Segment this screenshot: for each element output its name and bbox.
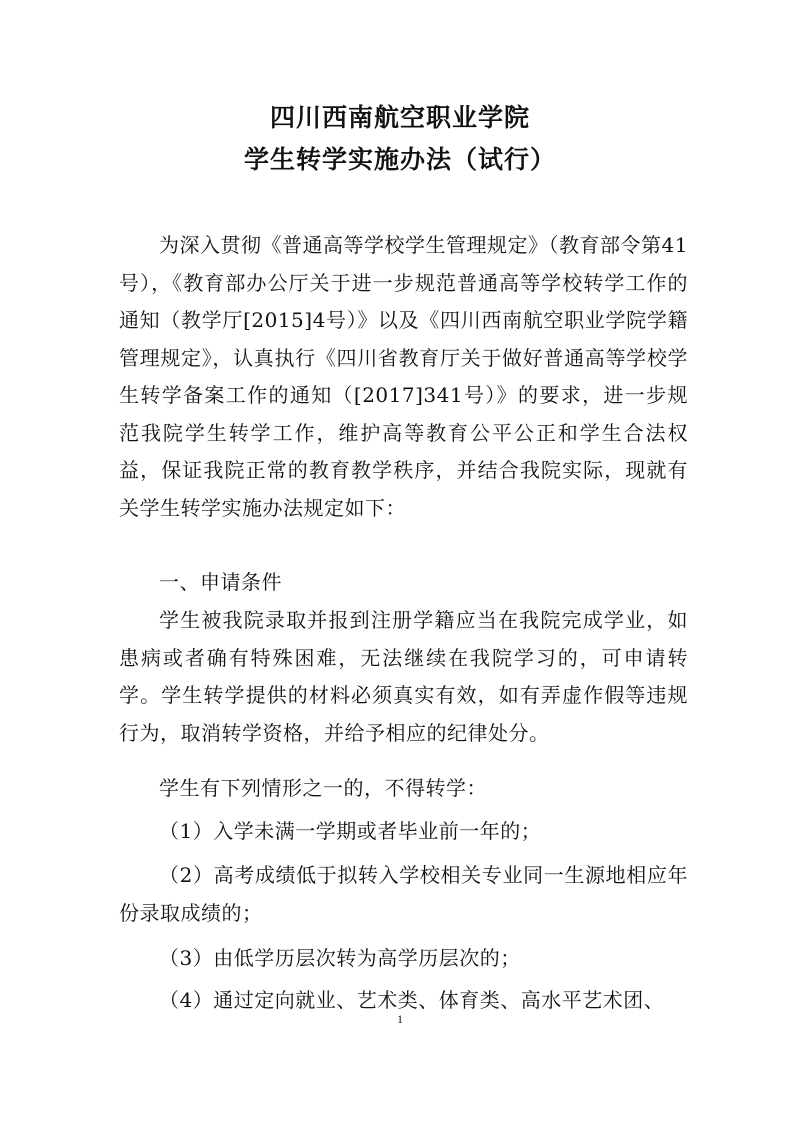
section-heading: 一、申请条件 — [159, 570, 282, 594]
restriction-item-1: （1）入学未满一学期或者毕业前一年的； — [159, 819, 542, 843]
document-title-line2: 学生转学实施办法（试行） — [243, 145, 556, 174]
intro-paragraph: 为深入贯彻《普通高等学校学生管理规定》（教育部令第41号），《教育部办公厅关于进一步规范普通高等学校转学工作的通知（教学厅[2015]4号）》以及《四川西南航空职业学院学籍管理规定》，认真执行《四川省教育厅关于做好普通高等学校学生转学备案工作的通知（[2017]341号）》的要求，进一步规范我院学生转学工作，维护高等教育公平公正和学生合法权益，保证我院正常的教育教学秩序，并结合我院实际，现就有关学生转学实施办法规定如下： — [119, 233, 688, 520]
restriction-item-2: （2）高考成绩低于拟转入学校相关专业同一生源地相应年份录取成绩的； — [119, 863, 688, 925]
conditions-paragraph: 学生被我院录取并报到注册学籍应当在我院完成学业，如患病或者确有特殊困难，无法继续在我院学习的，可申请转学。学生转学提供的材料必须真实有效，如有弄虚作假等违规行为，取消转学资格，并给予相应的纪律处分。 — [119, 608, 688, 745]
restriction-item-3: （3）由低学历层次转为高学历层次的； — [159, 946, 521, 970]
restriction-item-4: （4）通过定向就业、艺术类、体育类、高水平艺术团、 — [159, 988, 665, 1012]
document-title-line1: 四川西南航空职业学院 — [269, 103, 530, 132]
restrictions-intro: 学生有下列情形之一的，不得转学： — [159, 776, 487, 800]
page-number: 1 — [397, 1012, 403, 1026]
